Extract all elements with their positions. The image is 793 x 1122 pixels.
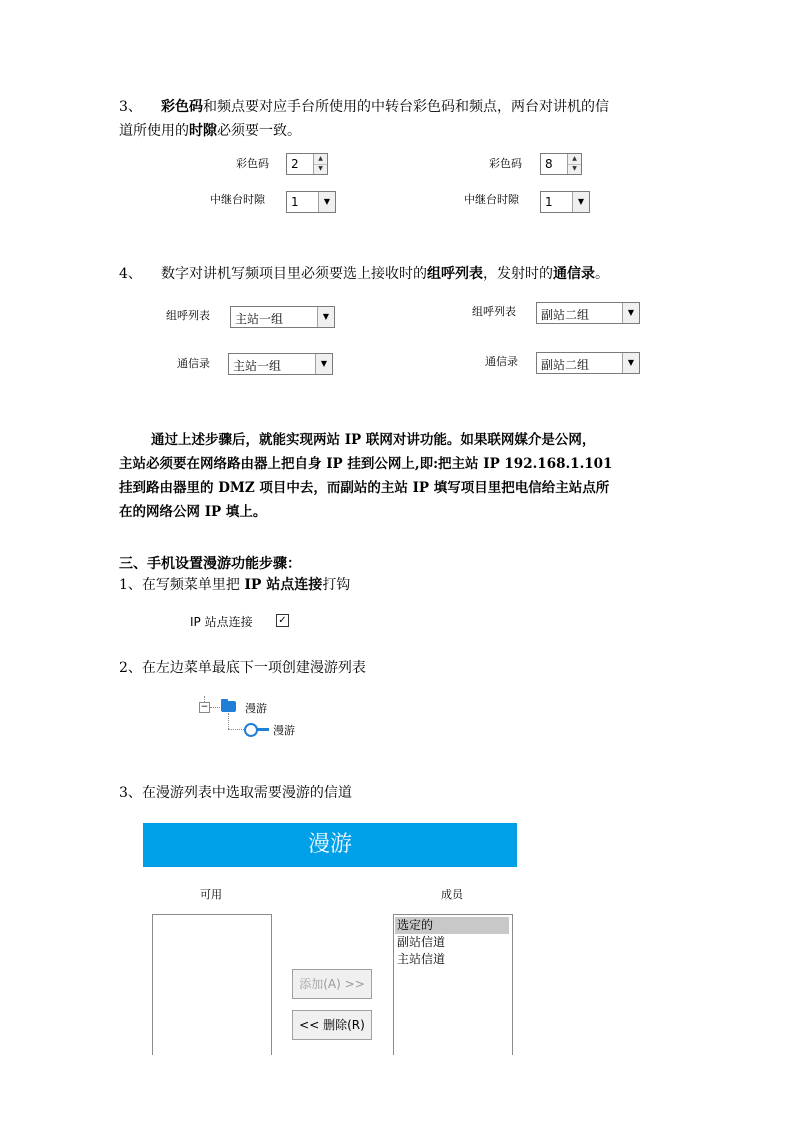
contacts-value-right: 副站二组 bbox=[541, 358, 590, 372]
dropdown-arrow-icon[interactable]: ▼ bbox=[622, 303, 639, 323]
color-code-spinner-right[interactable] bbox=[540, 153, 582, 175]
dropdown-arrow-icon[interactable]: ▼ bbox=[315, 354, 332, 374]
members-list[interactable] bbox=[393, 914, 513, 1055]
summary-line: 通过上述步骤后，就能实现两站 IP 联网对讲功能。如果联网媒介是公网， bbox=[151, 432, 596, 448]
spinner-down-icon[interactable]: ▼ bbox=[318, 165, 323, 172]
add-button[interactable]: 添加(A) >> bbox=[292, 969, 372, 999]
section3-step1 bbox=[119, 573, 350, 597]
step4-kw-contacts: 通信录 bbox=[553, 266, 595, 282]
step3-text-c: 必须要一致。 bbox=[217, 123, 301, 139]
timeslot-value-right: 1 bbox=[545, 195, 553, 209]
group-list-value-right: 副站二组 bbox=[541, 308, 590, 322]
group-list-combo-right[interactable] bbox=[536, 302, 640, 324]
step4-text-c: 。 bbox=[595, 266, 609, 282]
timeslot-combo-right[interactable] bbox=[540, 191, 590, 213]
group-list-label-right: 组呼列表 bbox=[472, 305, 516, 318]
timeslot-label-left: 中继台时隙 bbox=[210, 193, 265, 206]
step3-kw-color-code: 彩色码 bbox=[161, 99, 203, 115]
list-item[interactable]: 选定的 bbox=[395, 917, 509, 934]
dropdown-arrow-icon[interactable]: ▼ bbox=[572, 192, 589, 212]
contacts-label-right: 通信录 bbox=[485, 355, 518, 368]
checkmark-icon: ✓ bbox=[278, 615, 287, 626]
dropdown-arrow-icon[interactable]: ▼ bbox=[318, 192, 335, 212]
summary-paragraph bbox=[119, 428, 699, 524]
section3-heading: 三、手机设置漫游功能步骤： bbox=[119, 556, 301, 572]
color-code-value-right: 8 bbox=[545, 157, 553, 171]
timeslot-label-right: 中继台时隙 bbox=[464, 193, 519, 206]
step4-text-a: 数字对讲机写频项目里必须要选上接收时的 bbox=[161, 266, 427, 282]
available-list[interactable] bbox=[152, 914, 272, 1055]
ip-site-link-checkbox[interactable] bbox=[276, 614, 289, 627]
color-code-label-left: 彩色码 bbox=[236, 157, 269, 170]
contacts-label-left: 通信录 bbox=[177, 357, 210, 370]
step4-kw-group-list: 组呼列表 bbox=[427, 266, 483, 282]
section3-step2: 2、在左边菜单最底下一项创建漫游列表 bbox=[119, 660, 366, 676]
step1-kw: IP 站点连接 bbox=[244, 577, 323, 593]
timeslot-value-left: 1 bbox=[291, 195, 299, 209]
remove-button[interactable]: << 删除(R) bbox=[292, 1010, 372, 1040]
contacts-value-left: 主站一组 bbox=[233, 359, 282, 373]
step3-number: 3、 bbox=[119, 99, 142, 115]
tree-node-roaming-child[interactable]: 漫游 bbox=[273, 724, 295, 737]
tree-node-roaming[interactable]: 漫游 bbox=[245, 702, 267, 715]
roam-list-icon bbox=[244, 723, 258, 737]
step4-paragraph bbox=[119, 262, 699, 286]
color-code-value-left: 2 bbox=[291, 157, 299, 171]
spinner-down-icon[interactable]: ▼ bbox=[572, 165, 577, 172]
step3-text-b: 道所使用的 bbox=[119, 123, 189, 139]
section3-step3: 3、在漫游列表中选取需要漫游的信道 bbox=[119, 785, 352, 801]
dropdown-arrow-icon[interactable]: ▼ bbox=[317, 307, 334, 327]
summary-line: 在的网络公网 IP 填上。 bbox=[119, 504, 267, 520]
group-list-combo-left[interactable] bbox=[230, 306, 335, 328]
step4-text-b: ，发射时的 bbox=[483, 266, 553, 282]
roam-dialog-title: 漫游 bbox=[143, 823, 517, 867]
group-list-value-left: 主站一组 bbox=[235, 312, 284, 326]
members-label: 成员 bbox=[441, 888, 463, 901]
spinner-up-icon[interactable]: ▲ bbox=[314, 154, 327, 165]
color-code-label-right: 彩色码 bbox=[489, 157, 522, 170]
group-list-label-left: 组呼列表 bbox=[166, 309, 210, 322]
color-code-spinner-left[interactable] bbox=[286, 153, 328, 175]
list-item[interactable]: 主站信道 bbox=[397, 952, 446, 966]
ip-site-link-label: IP 站点连接 bbox=[190, 615, 253, 629]
step4-number: 4、 bbox=[119, 266, 142, 282]
summary-line: 挂到路由器里的 DMZ 项目中去，而副站的主站 IP 填写项目里把电信给主站点所 bbox=[119, 480, 610, 496]
step1-text-b: 打钩 bbox=[322, 577, 351, 593]
step3-paragraph bbox=[119, 95, 679, 143]
contacts-combo-right[interactable] bbox=[536, 352, 640, 374]
contacts-combo-left[interactable] bbox=[228, 353, 333, 375]
step3-text-a: 和频点要对应手台所使用的中转台彩色码和频点，两台对讲机的信 bbox=[203, 99, 609, 115]
spinner-up-icon[interactable]: ▲ bbox=[568, 154, 581, 165]
dropdown-arrow-icon[interactable]: ▼ bbox=[622, 353, 639, 373]
summary-line: 主站必须要在网络路由器上把自身 IP 挂到公网上,即:把主站 IP 192.168.1.101 bbox=[119, 456, 613, 472]
available-label: 可用 bbox=[200, 888, 222, 901]
list-item[interactable]: 副站信道 bbox=[397, 935, 446, 949]
folder-icon bbox=[221, 701, 236, 712]
tree-collapse-toggle[interactable]: − bbox=[200, 702, 209, 712]
timeslot-combo-left[interactable] bbox=[286, 191, 336, 213]
step3-kw-timeslot: 时隙 bbox=[189, 123, 217, 139]
step1-text-a: 1、在写频菜单里把 bbox=[119, 577, 245, 593]
